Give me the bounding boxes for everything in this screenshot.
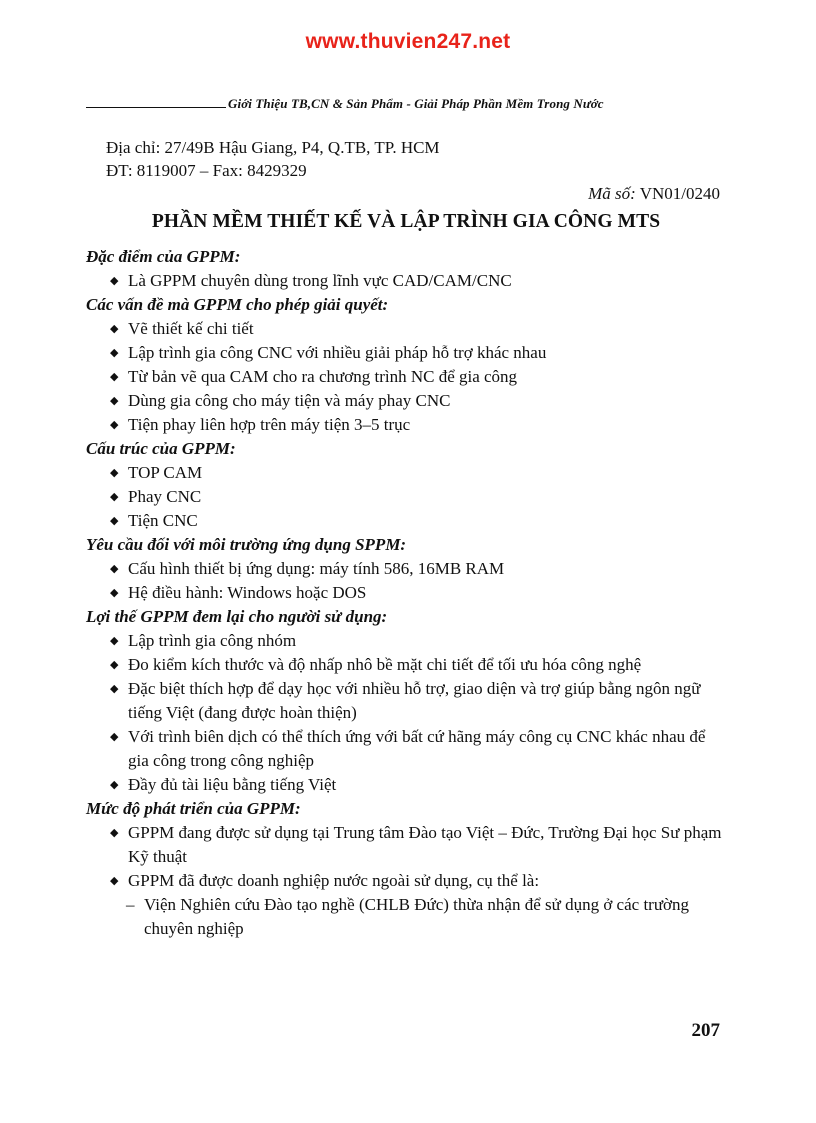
document-body bbox=[86, 245, 726, 941]
item-text: Đo kiểm kích thước và độ nhấp nhô bề mặt chi tiết để tối ưu hóa công nghệ bbox=[128, 655, 642, 674]
bullet-icon: ◆ bbox=[110, 275, 119, 287]
bullet-item bbox=[86, 653, 726, 677]
bullet-item bbox=[86, 725, 726, 773]
sub-list-item bbox=[86, 893, 726, 941]
bullet-icon: ◆ bbox=[110, 515, 119, 527]
bullet-item bbox=[86, 341, 726, 365]
address-line: Địa chỉ: 27/49B Hậu Giang, P4, Q.TB, TP. HCM bbox=[106, 138, 440, 157]
document-title: PHẦN MỀM THIẾT KẾ VÀ LẬP TRÌNH GIA CÔNG MTS bbox=[151, 211, 661, 232]
bullet-icon: ◆ bbox=[110, 683, 119, 695]
item-text: Là GPPM chuyên dùng trong lĩnh vực CAD/CAM/CNC bbox=[128, 271, 512, 290]
bullet-item bbox=[86, 509, 726, 533]
bullet-item bbox=[86, 581, 726, 605]
item-text: GPPM đã được doanh nghiệp nước ngoài sử dụng, cụ thể là: bbox=[128, 871, 540, 890]
bullet-item bbox=[86, 557, 726, 581]
running-header bbox=[86, 92, 726, 112]
bullet-item bbox=[86, 269, 726, 293]
item-text: Đầy đủ tài liệu bằng tiếng Việt bbox=[128, 775, 337, 794]
product-code-label: Mã số: bbox=[588, 184, 636, 203]
item-text: Tiện CNC bbox=[128, 511, 198, 530]
item-text: TOP CAM bbox=[128, 463, 203, 482]
bullet-item bbox=[86, 677, 726, 725]
bullet-icon: ◆ bbox=[110, 731, 119, 743]
bullet-item bbox=[86, 413, 726, 437]
bullet-icon: ◆ bbox=[110, 635, 119, 647]
item-text: Viện Nghiên cứu Đào tạo nghề (CHLB Đức) thừa nhận để sử dụng ở các trường chuyên nghiệp bbox=[144, 895, 690, 938]
item-text: GPPM đang được sử dụng tại Trung tâm Đào tạo Việt – Đức, Trường Đại học Sư phạm Kỹ thuật bbox=[128, 823, 722, 866]
bullet-icon: ◆ bbox=[110, 587, 119, 599]
item-text: Hệ điều hành: Windows hoặc DOS bbox=[128, 583, 367, 602]
bullet-item bbox=[86, 773, 726, 797]
bullet-icon: ◆ bbox=[110, 419, 119, 431]
section-heading: Mức độ phát triển của GPPM: bbox=[86, 799, 301, 818]
section-heading: Lợi thế GPPM đem lại cho người sử dụng: bbox=[86, 607, 388, 626]
bullet-icon: ◆ bbox=[110, 875, 119, 887]
bullet-icon: ◆ bbox=[110, 467, 119, 479]
dash-icon: – bbox=[126, 895, 135, 914]
bullet-icon: ◆ bbox=[110, 491, 119, 503]
item-text: Phay CNC bbox=[128, 487, 202, 506]
bullet-item bbox=[86, 461, 726, 485]
bullet-item bbox=[86, 821, 726, 869]
item-text: Lập trình gia công nhóm bbox=[128, 631, 297, 650]
item-text: Tiện phay liên hợp trên máy tiện 3–5 trục bbox=[128, 415, 411, 434]
bullet-item bbox=[86, 485, 726, 509]
bullet-item bbox=[86, 869, 726, 893]
bullet-icon: ◆ bbox=[110, 827, 119, 839]
bullet-icon: ◆ bbox=[110, 779, 119, 791]
bullet-item bbox=[86, 629, 726, 653]
product-code-value: VN01/0240 bbox=[639, 184, 720, 203]
bullet-icon: ◆ bbox=[110, 563, 119, 575]
bullet-item bbox=[86, 365, 726, 389]
bullet-icon: ◆ bbox=[110, 323, 119, 335]
item-text: Với trình biên dịch có thể thích ứng với bất cứ hãng máy công cụ CNC khác nhau để gia công trong công nghiệp bbox=[128, 727, 706, 770]
bullet-icon: ◆ bbox=[110, 371, 119, 383]
item-text: Lập trình gia công CNC với nhiều giải pháp hỗ trợ khác nhau bbox=[128, 343, 547, 362]
bullet-item bbox=[86, 317, 726, 341]
bullet-icon: ◆ bbox=[110, 659, 119, 671]
item-text: Cấu hình thiết bị ứng dụng: máy tính 586, 16MB RAM bbox=[128, 559, 505, 578]
item-text: Từ bản vẽ qua CAM cho ra chương trình NC để gia công bbox=[128, 367, 518, 386]
bullet-icon: ◆ bbox=[110, 347, 119, 359]
page-number: 207 bbox=[691, 1020, 720, 1041]
bullet-item bbox=[86, 389, 726, 413]
watermark: www.thuvien247.net bbox=[305, 30, 511, 53]
running-title: Giới Thiệu TB,CN & Sản Phẩm - Giải Pháp Phần Mềm Trong Nước bbox=[228, 96, 604, 111]
item-text: Dùng gia công cho máy tiện và máy phay CNC bbox=[128, 391, 451, 410]
header-rule bbox=[86, 107, 226, 108]
bullet-icon: ◆ bbox=[110, 395, 119, 407]
item-text: Vẽ thiết kế chi tiết bbox=[128, 319, 254, 338]
phone-fax-line: ĐT: 8119007 – Fax: 8429329 bbox=[106, 161, 307, 180]
section-heading: Các vấn đề mà GPPM cho phép giải quyết: bbox=[86, 295, 389, 314]
product-code bbox=[588, 184, 720, 204]
item-text: Đặc biệt thích hợp để dạy học với nhiều hỗ trợ, giao diện và trợ giúp bằng ngôn ngữ tiếng Việt (đang được hoàn thiện) bbox=[128, 679, 701, 722]
section-heading: Cấu trúc của GPPM: bbox=[86, 439, 236, 458]
section-heading: Yêu cầu đối với môi trường ứng dụng SPPM: bbox=[86, 535, 407, 554]
section-heading: Đặc điểm của GPPM: bbox=[86, 247, 241, 266]
